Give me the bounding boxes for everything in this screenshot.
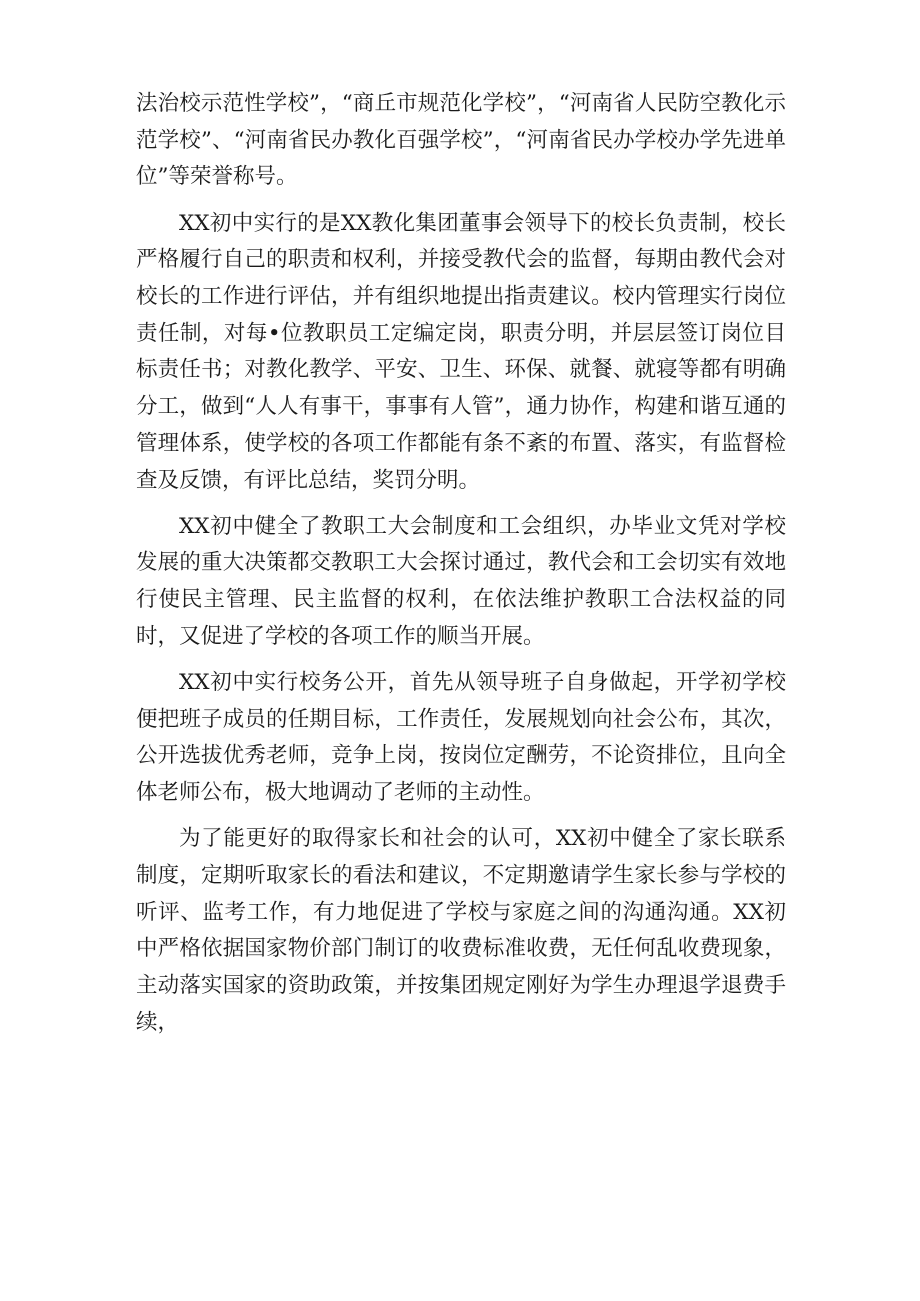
paragraph-3: XX初中健全了教职工大会制度和工会组织，办毕业文凭对学校发展的重大决策都交教职工大会探讨通过，教代会和工会切实有效地行使民主管理、民主监督的权利，在依法维护教职工合法权益的同时，又促进了学校的各项工作的顺当开展。 [136, 513, 786, 649]
paragraph-5: 为了能更好的取得家长和社会的认可，XX初中健全了家长联系制度，定期听取家长的看法和建议，不定期邀请学生家长参与学校的听评、监考工作，有力地促进了学校与家庭之间的沟通沟通。XX初中严格依据国家物价部门制订的收费标准收费，无任何乱收费现象，主动落实国家的资助政策，并按集团规定刚好为学生办理退学退费手续， [136, 826, 786, 1035]
paragraph-4: XX初中实行校务公开，首先从领导班子自身做起，开学初学校便把班子成员的任期目标，工作责任，发展规划向社会公布，其次，公开选拔优秀老师，竞争上岗，按岗位定酬劳，不论资排位，且向全体老师公布，极大地调动了老师的主动性。 [136, 670, 786, 806]
paragraph-2: XX初中实行的是XX教化集团董事会领导下的校长负责制，校长严格履行自己的职责和权利，并接受教代会的监督，每期由教代会对校长的工作进行评估，并有组织地提出指责建议。校内管理实行岗位责任制，对每•位教职员工定编定岗，职责分明，并层层签订岗位目标责任书；对教化教学、平安、卫生、环保、就餐、就寝等都有明确分工，做到“人人有事干，事事有人管”，通力协作，构建和谐互通的管理体系，使学校的各项工作都能有条不紊的布置、落实，有监督检查及反馈，有评比总结，奖罚分明。 [136, 210, 786, 493]
document-body [136, 86, 786, 1042]
paragraph-1: 法治校示范性学校”，“商丘市规范化学校”，“河南省人民防空教化示范学校”、“河南省民办教化百强学校”，“河南省民办学校办学先进单位”等荣誉称号。 [136, 91, 786, 190]
